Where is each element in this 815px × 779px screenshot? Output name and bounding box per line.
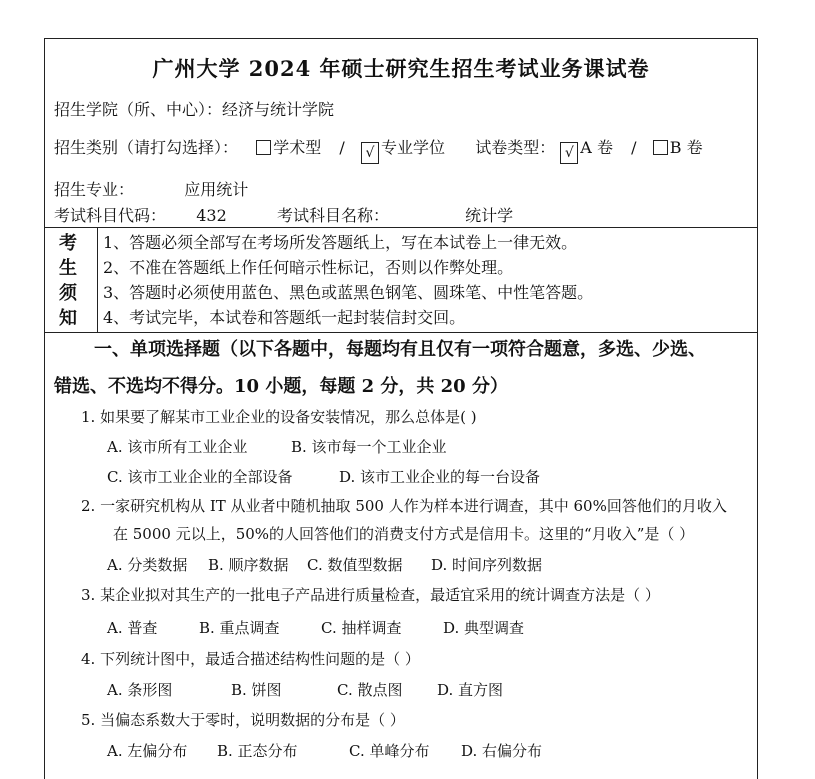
question-2-stem: 2. 一家研究机构从 IT 从业者中随机抽取 500 人作为样本进行调查，其中 60%回答他们的月收入: [81, 497, 727, 515]
academic-label: 学术型: [273, 138, 322, 157]
subject-label: 考试科目名称：: [276, 206, 389, 225]
question-3-option-a: A. 普查: [107, 619, 158, 637]
question-3-option-c: C. 抽样调查: [321, 619, 402, 637]
question-1-stem: 1. 如果要了解某市工业企业的设备安装情况，那么总体是( ): [81, 408, 477, 426]
question-4-stem: 4. 下列统计图中，最适合描述结构性问题的是（ ）: [81, 650, 420, 668]
paper-a-checkbox-checked: √: [560, 142, 578, 164]
code-value: 432: [196, 206, 227, 225]
question-5-stem: 5. 当偏态系数大于零时，说明数据的分布是（ ）: [81, 711, 405, 729]
college-line: 招生学院（所、中心）：经济与统计学院: [54, 100, 335, 119]
notice-char: 须: [59, 283, 77, 304]
major-value: 应用统计: [184, 180, 249, 199]
notice-char: 考: [59, 233, 77, 254]
question-4-option-b: B. 饼图: [231, 681, 282, 699]
question-5-option-c: C. 单峰分布: [349, 742, 430, 760]
paper-b-checkbox: [653, 140, 668, 155]
exam-paper: [44, 38, 758, 779]
question-2-stem-cont: 在 5000 元以上，50%的人回答他们的消费支付方式是信用卡。这里的“月收入”是（ ）: [113, 525, 695, 543]
section-heading-line2: 错选、不选均不得分。10 小题，每题 2 分，共 20 分）: [54, 376, 508, 397]
question-1-option-d: D. 该市工业企业的每一台设备: [339, 468, 541, 486]
question-5-option-b: B. 正态分布: [217, 742, 298, 760]
notice-char: 知: [59, 308, 77, 329]
notice-label: [45, 228, 98, 332]
major-label: 招生专业：: [54, 180, 135, 199]
category-label: 招生类别（请打勾选择）：: [54, 138, 239, 157]
academic-checkbox: [256, 140, 271, 155]
question-1-option-b: B. 该市每一个工业企业: [291, 438, 447, 456]
notice-item: 1、答题必须全部写在考场所发答题纸上，写在本试卷上一律无效。: [103, 233, 578, 252]
notice-items: [103, 230, 593, 330]
paper-type-label: 试卷类型：: [475, 138, 556, 157]
question-2-option-c: C. 数值型数据: [307, 556, 403, 574]
question-3-stem: 3. 某企业拟对其生产的一批电子产品进行质量检查，最适宜采用的统计调查方法是（ ）: [81, 586, 660, 604]
question-5-option-d: D. 右偏分布: [461, 742, 543, 760]
major-line: [54, 177, 248, 200]
professional-label: 专业学位: [380, 138, 445, 157]
question-2-option-b: B. 顺序数据: [208, 556, 289, 574]
paper-a-label: A 卷: [580, 138, 613, 157]
exam-notice-box: [45, 227, 757, 333]
subject-value: 统计学: [465, 206, 514, 225]
paper-b-label: B 卷: [669, 138, 703, 157]
question-2-option-a: A. 分类数据: [107, 556, 188, 574]
separator: /: [339, 138, 345, 157]
code-label: 考试科目代码：: [54, 206, 167, 225]
question-3-option-b: B. 重点调查: [199, 619, 280, 637]
exam-title: 广州大学 2024 年硕士研究生招生考试业务课试卷: [152, 56, 650, 81]
question-5-option-a: A. 左偏分布: [107, 742, 188, 760]
notice-item: 2、不准在答题纸上作任何暗示性标记，否则以作弊处理。: [103, 258, 514, 277]
category-line: [54, 135, 703, 164]
notice-char: 生: [59, 258, 77, 279]
question-4-option-d: D. 直方图: [437, 681, 504, 699]
subject-line: [54, 203, 513, 226]
notice-item: 3、答题时必须使用蓝色、黑色或蓝黑色钢笔、圆珠笔、中性笔答题。: [103, 283, 594, 302]
professional-checkbox-checked: √: [361, 142, 379, 164]
separator: /: [631, 138, 637, 157]
question-1-option-a: A. 该市所有工业企业: [107, 438, 248, 456]
question-2-option-d: D. 时间序列数据: [431, 556, 543, 574]
question-4-option-c: C. 散点图: [337, 681, 403, 699]
section-heading-line1: 一、单项选择题（以下各题中，每题均有且仅有一项符合题意，多选、少选、: [94, 339, 706, 360]
question-1-option-c: C. 该市工业企业的全部设备: [107, 468, 293, 486]
question-4-option-a: A. 条形图: [107, 681, 173, 699]
notice-item: 4、考试完毕，本试卷和答题纸一起封装信封交回。: [103, 308, 466, 327]
question-3-option-d: D. 典型调查: [443, 619, 525, 637]
